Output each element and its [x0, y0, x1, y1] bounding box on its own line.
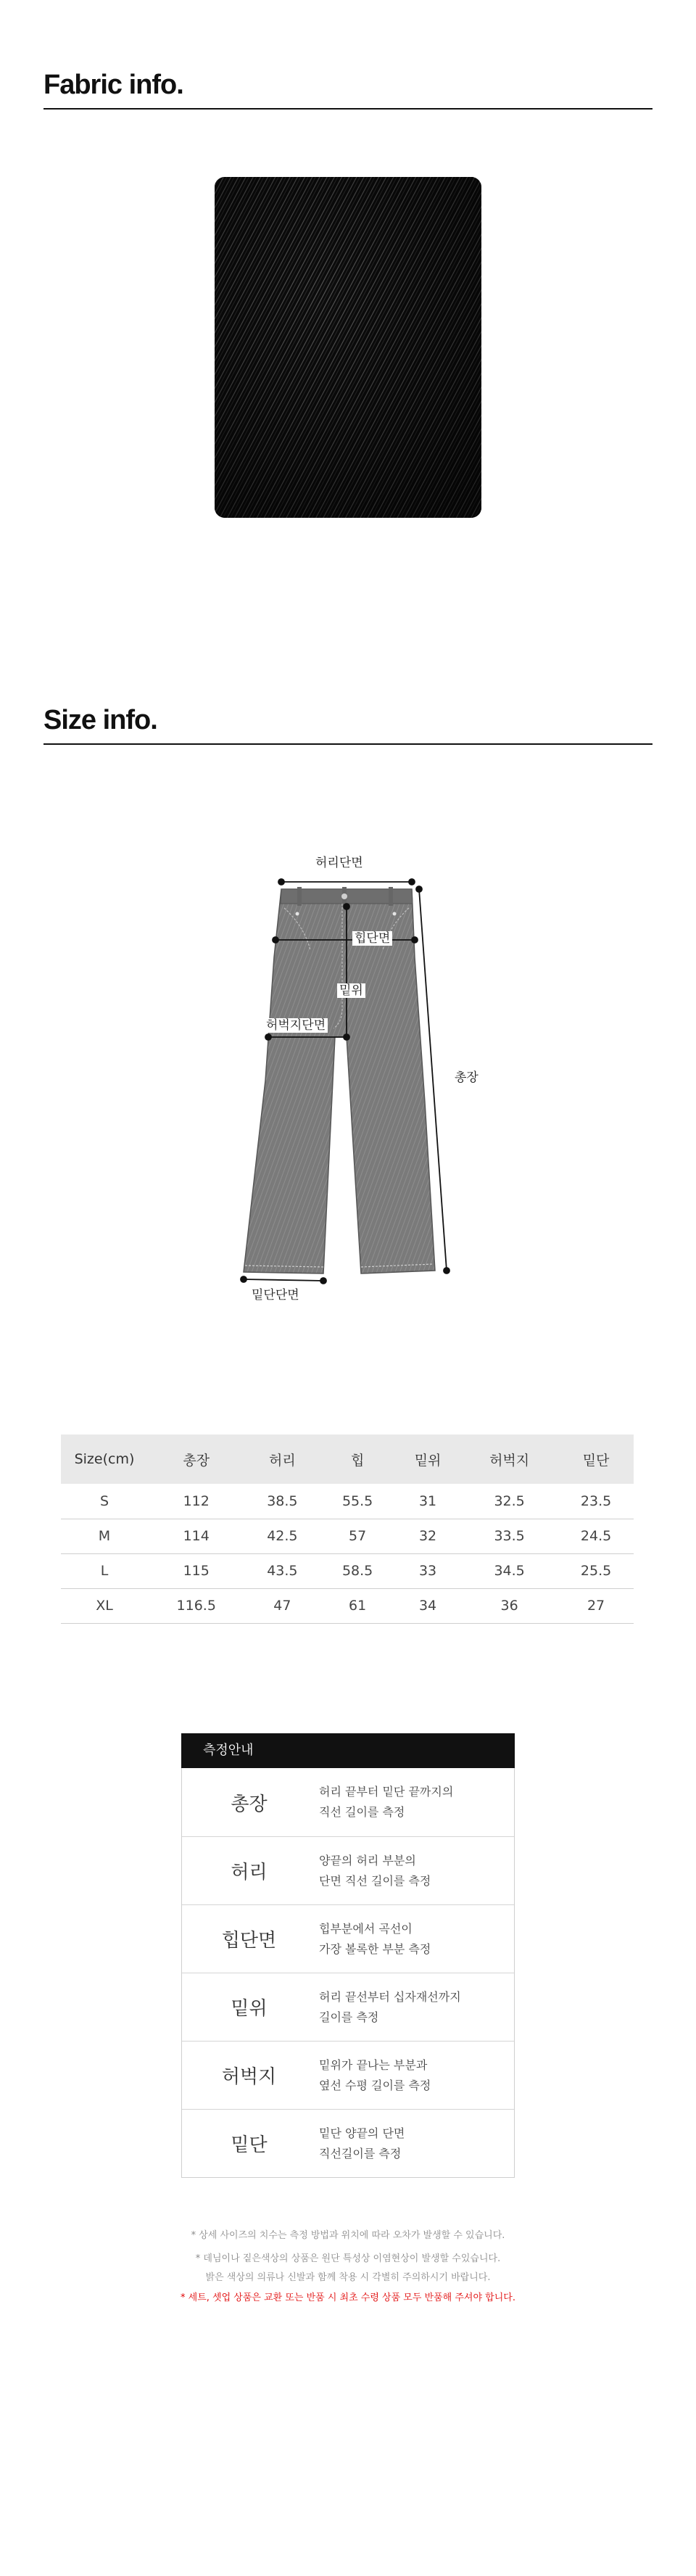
guide-term: 허벅지: [221, 2066, 277, 2088]
fabric-swatch-image: [215, 177, 481, 518]
table-cell: 32.5: [460, 1484, 558, 1519]
header-waist: 허리: [244, 1434, 320, 1484]
table-cell: 38.5: [244, 1484, 320, 1519]
guide-desc-line: 옆선 수평 길이를 측정: [319, 2078, 431, 2092]
table-cell: 116.5: [148, 1588, 244, 1623]
table-cell: 43.5: [244, 1553, 320, 1588]
guide-desc-line: 단면 직선 길이를 측정: [319, 1873, 431, 1888]
measure-guide: [181, 1733, 515, 2178]
table-cell: 47: [244, 1588, 320, 1623]
header-hem: 밑단: [558, 1434, 634, 1484]
guide-row-length: [182, 1768, 514, 1836]
guide-desc-line: 허리 끝선부터 십자재선까지: [319, 1989, 461, 2004]
notice-notes: [0, 2226, 696, 2308]
guide-term: 허리: [231, 1862, 268, 1883]
guide-desc-line: 양끝의 허리 부분의: [319, 1853, 416, 1867]
note-denim-dye-caution: 밝은 색상의 의류나 신발과 함께 착용 시 각별히 주의하시기 바랍니다.: [205, 2272, 491, 2283]
guide-description: [316, 1782, 514, 1822]
table-cell: 61: [320, 1588, 395, 1623]
guide-description: [316, 2055, 514, 2096]
guide-desc-line: 허리 끝부터 밑단 끝까지의: [319, 1785, 454, 1799]
measure-guide-title: 측정안내: [181, 1733, 515, 1768]
table-cell: 115: [148, 1553, 244, 1588]
header-rise: 밑위: [395, 1434, 460, 1484]
note-measurement-error: * 상세 사이즈의 치수는 측정 방법과 위치에 따라 오차가 발생할 수 있습니다.: [191, 2230, 505, 2241]
table-cell: 27: [558, 1588, 634, 1623]
guide-term: 힙단면: [221, 1930, 277, 1952]
table-cell: 114: [148, 1519, 244, 1553]
table-cell: 33: [395, 1553, 460, 1588]
header-size: Size(cm): [61, 1434, 148, 1484]
guide-description: [316, 2123, 514, 2164]
guide-description: [316, 1919, 514, 1960]
table-row: [61, 1588, 634, 1623]
table-cell: 34: [395, 1588, 460, 1623]
table-row: [61, 1519, 634, 1553]
size-table-header-row: [61, 1434, 634, 1484]
table-cell: 112: [148, 1484, 244, 1519]
table-cell: 34.5: [460, 1553, 558, 1588]
note-denim-dye: * 데님이나 짙은색상의 상품은 원단 특성상 이염현상이 발생할 수있습니다.: [195, 2253, 501, 2264]
table-row: [61, 1553, 634, 1588]
denim-texture: [215, 177, 481, 518]
table-cell: 23.5: [558, 1484, 634, 1519]
pants-illustration: [218, 841, 493, 1305]
table-cell: XL: [61, 1588, 148, 1623]
table-cell: 55.5: [320, 1484, 395, 1519]
length-label: 총장: [452, 1070, 481, 1085]
guide-desc-line: 밑단 양끝의 단면: [319, 2126, 405, 2140]
measure-guide-list: [181, 1768, 515, 2178]
guide-term: 밑단: [231, 2134, 268, 2156]
table-cell: S: [61, 1484, 148, 1519]
table-cell: 57: [320, 1519, 395, 1553]
table-cell: 42.5: [244, 1519, 320, 1553]
pants-measurement-diagram: [218, 841, 493, 1305]
guide-row-waist: [182, 1836, 514, 1904]
guide-row-hip: [182, 1904, 514, 1973]
thigh-label: 허벅지단면: [264, 1018, 328, 1033]
header-thigh: 허벅지: [460, 1434, 558, 1484]
table-cell: 24.5: [558, 1519, 634, 1553]
table-cell: 31: [395, 1484, 460, 1519]
guide-description: [316, 1851, 514, 1891]
guide-description: [316, 1987, 514, 2028]
table-cell: 25.5: [558, 1553, 634, 1588]
guide-desc-line: 가장 볼록한 부분 측정: [319, 1941, 431, 1956]
guide-desc-line: 밑위가 끝나는 부분과: [319, 2057, 428, 2072]
table-cell: 36: [460, 1588, 558, 1623]
hem-label: 밑단단면: [249, 1288, 302, 1303]
guide-row-thigh: [182, 2041, 514, 2109]
guide-term: 밑위: [231, 1998, 268, 2020]
table-cell: M: [61, 1519, 148, 1553]
table-cell: 33.5: [460, 1519, 558, 1553]
guide-row-hem: [182, 2109, 514, 2177]
size-table: [61, 1434, 634, 1624]
rise-label: 밑위: [337, 983, 365, 998]
guide-desc-line: 직선 길이를 측정: [319, 1805, 405, 1819]
header-hip: 힙: [320, 1434, 395, 1484]
table-cell: 58.5: [320, 1553, 395, 1588]
guide-desc-line: 힙부분에서 곡선이: [319, 1921, 413, 1936]
table-row: [61, 1484, 634, 1519]
guide-desc-line: 길이를 측정: [319, 2010, 379, 2024]
waist-label: 허리단면: [313, 856, 365, 870]
guide-row-rise: [182, 1973, 514, 2041]
guide-term: 총장: [231, 1793, 268, 1815]
note-set-return-policy: * 세트, 셋업 상품은 교환 또는 반품 시 최초 수령 상품 모두 반품해 주셔야 합니다.: [181, 2292, 515, 2303]
guide-desc-line: 직선길이를 측정: [319, 2146, 402, 2160]
table-cell: L: [61, 1553, 148, 1588]
fabric-info-title: Fabric info.: [44, 70, 652, 110]
table-cell: 32: [395, 1519, 460, 1553]
size-info-title: Size info.: [44, 705, 652, 745]
hip-label: 힙단면: [352, 931, 392, 946]
header-length: 총장: [148, 1434, 244, 1484]
